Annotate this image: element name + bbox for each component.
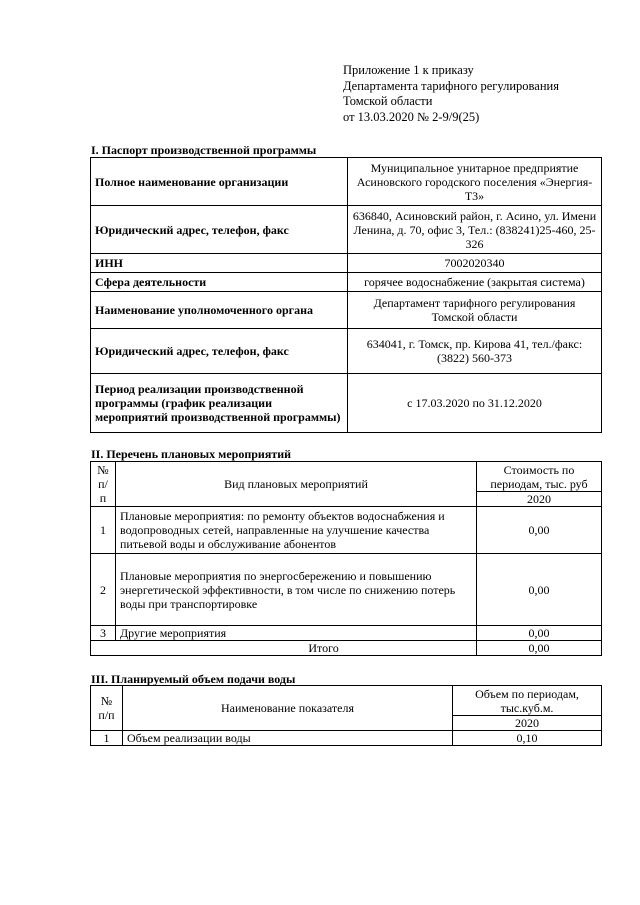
table-row (91, 206, 602, 254)
total-value: 0,00 (477, 641, 602, 656)
appendix-line-2: Департамента тарифного регулирования (343, 78, 559, 93)
table-row (91, 292, 602, 329)
row-num: 1 (91, 507, 116, 554)
appendix-header (343, 63, 559, 125)
row-value: 7002020340 (348, 254, 602, 273)
total-label (91, 641, 477, 656)
row-value: Департамент тарифного регулирования Томской области (348, 292, 602, 329)
appendix-line-4: от 13.03.2020 № 2-9/9(25) (343, 109, 480, 124)
table-row (91, 507, 602, 554)
row-label: Сфера деятельности (91, 273, 348, 292)
col-name-header: Наименование показателя (123, 686, 453, 731)
row-name: Объем реализации воды (123, 731, 453, 746)
table-row (91, 374, 602, 433)
row-label: Наименование уполномоченного органа (91, 292, 348, 329)
row-name: Другие мероприятия (116, 626, 477, 641)
row-num: 3 (91, 626, 116, 641)
row-value: с 17.03.2020 по 31.12.2020 (348, 374, 602, 433)
col-cost-header: Стоимость по периодам, тыс. руб (477, 462, 602, 492)
section-3-title: III. Планируемый объем подачи воды (91, 672, 296, 686)
row-value: 636840, Асиновский район, г. Асино, ул. Имени Ленина, д. 70, офис 3, Тел.: (838241)25-460, 25-326 (348, 206, 602, 254)
total-label-text: Итого (308, 641, 339, 655)
row-value: 0,00 (477, 626, 602, 641)
col-num-header: № п/п (91, 462, 116, 507)
col-year-header: 2020 (453, 716, 602, 731)
row-value: 634041, г. Томск, пр. Кирова 41, тел./факс: (3822) 560-373 (348, 329, 602, 374)
table-row (91, 273, 602, 292)
row-label: Период реализации производственной программы (график реализации мероприятий производственной программы) (91, 374, 348, 433)
appendix-line-3: Томской области (343, 94, 433, 108)
table-header-row (91, 686, 602, 716)
row-label: ИНН (91, 254, 348, 273)
table-row (91, 158, 602, 206)
table-row (91, 254, 602, 273)
table-row (91, 731, 602, 746)
row-label: Полное наименование организации (91, 158, 348, 206)
row-label: Юридический адрес, телефон, факс (91, 329, 348, 374)
row-name: Плановые мероприятия: по ремонту объектов водоснабжения и водопроводных сетей, направленные на улучшение качества питьевой воды и обслуживание абонентов (116, 507, 477, 554)
row-value: 0,10 (453, 731, 602, 746)
row-value: 0,00 (477, 507, 602, 554)
volume-table (90, 685, 602, 746)
section-2-title: II. Перечень плановых мероприятий (91, 447, 292, 461)
table-total-row (91, 641, 602, 656)
row-value: Муниципальное унитарное предприятие Асиновского городского поселения «Энергия-Т3» (348, 158, 602, 206)
section-1-title: I. Паспорт производственной программы (91, 143, 317, 157)
col-num-header: № п/п (91, 686, 123, 731)
passport-table (90, 157, 602, 433)
table-row (91, 554, 602, 626)
measures-table (90, 461, 602, 656)
row-value: горячее водоснабжение (закрытая система) (348, 273, 602, 292)
col-volume-header: Объем по периодам, тыс.куб.м. (453, 686, 602, 716)
col-year-header: 2020 (477, 492, 602, 507)
appendix-line-1: Приложение 1 к приказу (343, 63, 474, 77)
row-num: 2 (91, 554, 116, 626)
col-name-header: Вид плановых мероприятий (116, 462, 477, 507)
table-header-row (91, 462, 602, 492)
table-row (91, 626, 602, 641)
table-row (91, 329, 602, 374)
row-label: Юридический адрес, телефон, факс (91, 206, 348, 254)
row-name: Плановые мероприятия по энергосбережению и повышению энергетической эффективности, в том числе по снижению потерь воды при транспортировке (116, 554, 477, 626)
row-value: 0,00 (477, 554, 602, 626)
row-num: 1 (91, 731, 123, 746)
